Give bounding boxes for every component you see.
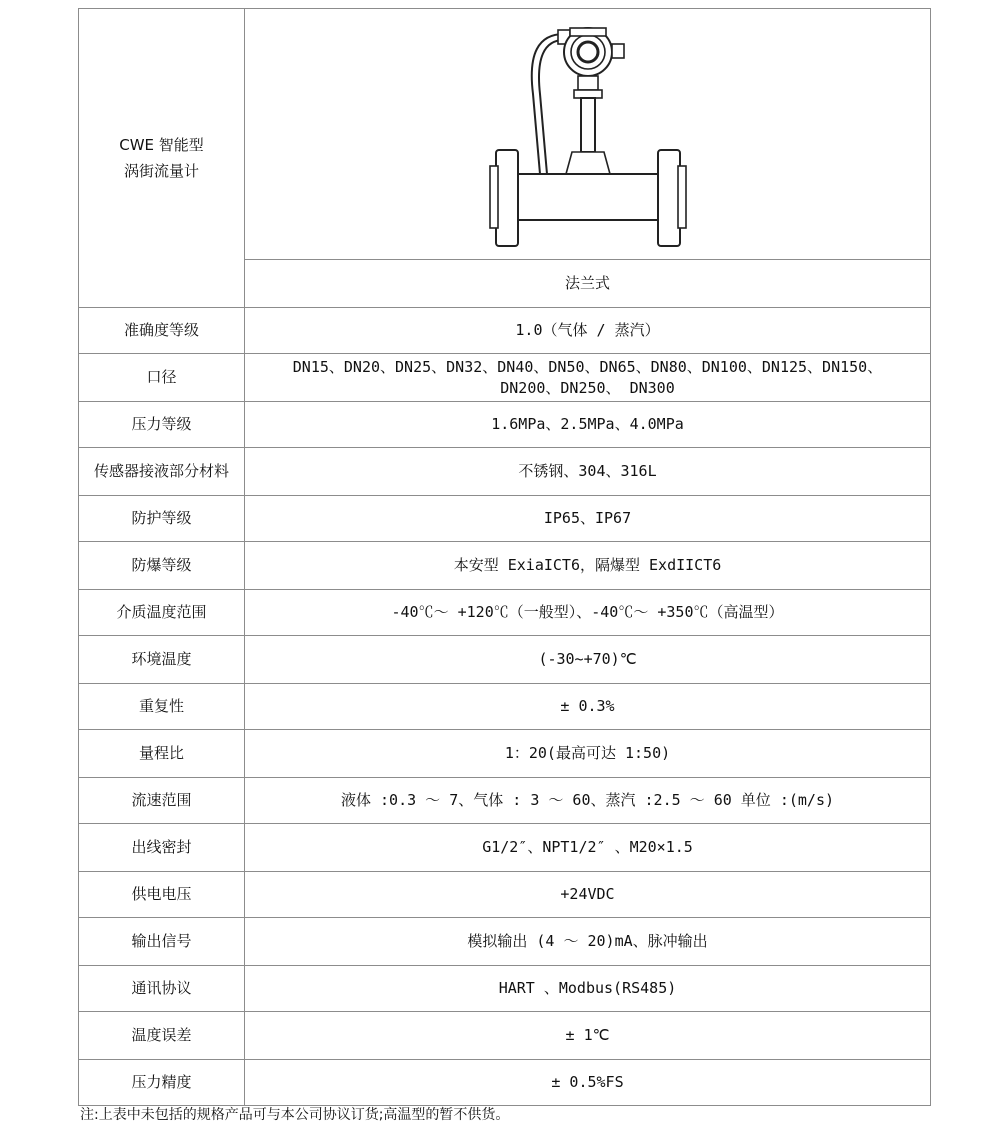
spec-value: ± 1℃: [245, 1012, 931, 1060]
spec-row: [79, 590, 931, 636]
spec-row: [79, 402, 931, 448]
spec-label: 压力精度: [79, 1060, 245, 1106]
spec-row: [79, 918, 931, 966]
spec-label: 供电电压: [79, 872, 245, 918]
spec-value: 1.0（气体 / 蒸汽）: [245, 308, 931, 354]
spec-label: 防护等级: [79, 496, 245, 542]
spec-row: [79, 308, 931, 354]
spec-label: 防爆等级: [79, 542, 245, 590]
spec-value: 不锈钢、304、316L: [245, 448, 931, 496]
spec-label: 口径: [79, 354, 245, 402]
product-name-line1: CWE 智能型: [119, 136, 204, 154]
spec-value-line2: DN200、DN250、 DN300: [500, 378, 675, 397]
spec-label: 重复性: [79, 684, 245, 730]
spec-value: 模拟输出 (4 ～ 20)mA、脉冲输出: [245, 918, 931, 966]
vortex-flowmeter-flanged-icon: [478, 14, 698, 254]
spec-label: 介质温度范围: [79, 590, 245, 636]
spec-value: G1/2″、NPT1/2″ 、M20×1.5: [245, 824, 931, 872]
spec-row: [79, 496, 931, 542]
spec-row: [79, 872, 931, 918]
spec-value: 液体 :0.3 ～ 7、气体 : 3 ～ 60、蒸汽 :2.5 ～ 60 单位 :(m/s): [245, 778, 931, 824]
product-name-cell: [79, 9, 245, 308]
spec-label: 流速范围: [79, 778, 245, 824]
spec-value-line1: DN15、DN20、DN25、DN32、DN40、DN50、DN65、DN80、DN100、DN125、DN150、: [292, 357, 883, 376]
product-type: 法兰式: [245, 260, 931, 308]
spec-row: [79, 1060, 931, 1106]
spec-value: +24VDC: [245, 872, 931, 918]
product-row: [79, 9, 931, 260]
spec-label: 量程比: [79, 730, 245, 778]
spec-label: 环境温度: [79, 636, 245, 684]
spec-value: ± 0.5%FS: [245, 1060, 931, 1106]
spec-value: [245, 354, 931, 402]
spec-row: [79, 966, 931, 1012]
spec-value: HART 、Modbus(RS485): [245, 966, 931, 1012]
spec-row: [79, 636, 931, 684]
spec-value: ± 0.3%: [245, 684, 931, 730]
product-image-cell: [245, 9, 931, 260]
spec-row: [79, 448, 931, 496]
spec-value: 本安型 ExiaICT6，隔爆型 ExdIICT6: [245, 542, 931, 590]
spec-row: [79, 824, 931, 872]
spec-row: [79, 684, 931, 730]
product-name: [85, 132, 238, 184]
spec-value: (-30~+70)℃: [245, 636, 931, 684]
spec-row: [79, 1012, 931, 1060]
spec-label: 传感器接液部分材料: [79, 448, 245, 496]
spec-row: [79, 730, 931, 778]
spec-label: 输出信号: [79, 918, 245, 966]
spec-table: [78, 8, 931, 1106]
spec-label: 准确度等级: [79, 308, 245, 354]
spec-row: [79, 778, 931, 824]
spec-label: 通讯协议: [79, 966, 245, 1012]
spec-value: -40℃～ +120℃（一般型）、-40℃～ +350℃（高温型）: [245, 590, 931, 636]
spec-value: 1.6MPa、2.5MPa、4.0MPa: [245, 402, 931, 448]
spec-value: IP65、IP67: [245, 496, 931, 542]
spec-value: 1：20(最高可达 1:50): [245, 730, 931, 778]
product-name-line2: 涡街流量计: [123, 162, 199, 180]
spec-label: 压力等级: [79, 402, 245, 448]
spec-label: 温度误差: [79, 1012, 245, 1060]
spec-label: 出线密封: [79, 824, 245, 872]
spec-row: [79, 542, 931, 590]
footnote: 注:上表中未包括的规格产品可与本公司协议订货;高温型的暂不供货。: [80, 1107, 510, 1123]
spec-row: [79, 354, 931, 402]
